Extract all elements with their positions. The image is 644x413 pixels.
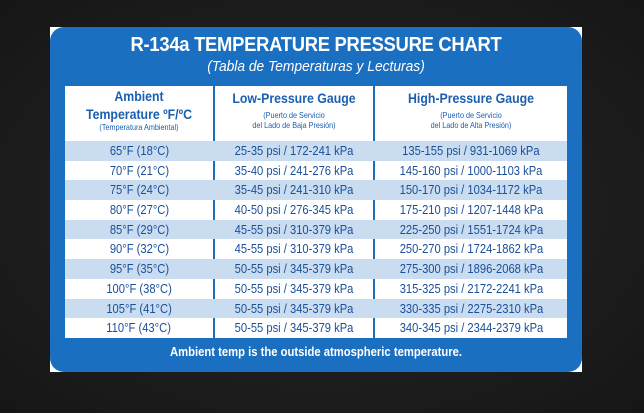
table-row — [65, 141, 567, 161]
header-low-line1: Low-Pressure Gauge — [232, 90, 356, 106]
cell-low-pressure — [215, 239, 373, 259]
table-row — [65, 259, 567, 279]
cell-low-pressure — [215, 180, 373, 200]
cell-ambient — [65, 200, 213, 220]
header-ambient-line3: (Temperatura Ambiental) — [99, 122, 179, 132]
cell-ambient — [65, 180, 213, 200]
cell-ambient-text: 75°F (24°C) — [109, 182, 169, 198]
cell-high-pressure — [375, 161, 567, 181]
cell-low-pressure — [215, 220, 373, 240]
cell-high-pressure — [375, 299, 567, 319]
cell-low-pressure — [215, 279, 373, 299]
table-row — [65, 200, 567, 220]
cell-low-pressure — [215, 299, 373, 319]
header-ambient-line1: Ambient — [114, 88, 164, 104]
table-row — [65, 279, 567, 299]
cell-low-pressure-text: 45-55 psi / 310-379 kPa — [234, 221, 354, 237]
cell-low-pressure-text: 50-55 psi / 345-379 kPa — [234, 280, 354, 296]
header-ambient-line2: Temperature ºF/ºC — [86, 106, 192, 122]
header-low-pressure — [215, 86, 373, 141]
cell-low-pressure-text: 35-40 psi / 241-276 kPa — [234, 162, 354, 178]
cell-high-pressure — [375, 239, 567, 259]
cell-ambient-text: 65°F (18°C) — [109, 143, 169, 158]
cell-ambient-text: 90°F (32°C) — [109, 241, 169, 257]
cell-high-pressure — [375, 279, 567, 299]
cell-ambient-text: 105°F (41°C) — [106, 300, 172, 316]
cell-low-pressure — [215, 200, 373, 220]
pressure-chart-card — [50, 27, 582, 372]
chart-footer-note: Ambient temp is the outside atmospheric temperature. — [170, 345, 462, 359]
cell-high-pressure — [375, 259, 567, 279]
table-row — [65, 220, 567, 240]
chart-title: R-134a TEMPERATURE PRESSURE CHART — [130, 34, 502, 56]
cell-ambient-text: 110°F (43°C) — [106, 320, 172, 336]
cell-high-pressure-text: 175-210 psi / 1207-1448 kPa — [399, 202, 543, 218]
cell-ambient-text: 95°F (35°C) — [109, 261, 169, 277]
cell-high-pressure — [375, 141, 567, 161]
table-row — [65, 161, 567, 181]
cell-low-pressure — [215, 161, 373, 181]
cell-high-pressure-text: 315-325 psi / 2172-2241 kPa — [399, 280, 543, 296]
cell-low-pressure-text: 35-45 psi / 241-310 kPa — [234, 182, 354, 198]
cell-low-pressure — [215, 318, 373, 338]
cell-ambient — [65, 161, 213, 181]
table-row — [65, 299, 567, 319]
cell-ambient-text: 85°F (29°C) — [109, 221, 169, 237]
cell-high-pressure — [375, 180, 567, 200]
cell-low-pressure-text: 40-50 psi / 276-345 kPa — [234, 202, 354, 218]
cell-high-pressure — [375, 200, 567, 220]
cell-low-pressure-text: 50-55 psi / 345-379 kPa — [234, 300, 354, 316]
cell-low-pressure — [215, 141, 373, 161]
cell-high-pressure — [375, 318, 567, 338]
cell-ambient — [65, 259, 213, 279]
chart-subtitle: (Tabla de Temperaturas y Lecturas) — [207, 58, 425, 75]
cell-ambient — [65, 299, 213, 319]
cell-high-pressure-text: 225-250 psi / 1551-1724 kPa — [399, 221, 543, 237]
cell-high-pressure-text: 340-345 psi / 2344-2379 kPa — [399, 320, 543, 336]
cell-ambient-text: 100°F (38°C) — [106, 280, 172, 296]
header-low-line3: del Lado de Baja Presión) — [252, 120, 336, 130]
header-high-line2: (Puerto de Servicio — [440, 110, 502, 120]
cell-ambient — [65, 220, 213, 240]
chart-image — [50, 27, 582, 372]
header-high-line3: del Lado de Alta Presión) — [430, 120, 512, 130]
cell-low-pressure-text: 45-55 psi / 310-379 kPa — [234, 241, 354, 257]
cell-ambient — [65, 141, 213, 161]
header-high-line1: High-Pressure Gauge — [408, 90, 534, 106]
header-ambient — [65, 86, 213, 141]
cell-high-pressure-text: 250-270 psi / 1724-1862 kPa — [399, 241, 543, 257]
cell-high-pressure-text: 135-155 psi / 931-1069 kPa — [402, 143, 540, 158]
cell-high-pressure-text: 275-300 psi / 1896-2068 kPa — [399, 261, 543, 277]
cell-high-pressure — [375, 220, 567, 240]
header-high-pressure — [375, 86, 567, 141]
cell-low-pressure — [215, 259, 373, 279]
pressure-table — [63, 84, 569, 340]
cell-high-pressure-text: 150-170 psi / 1034-1172 kPa — [399, 182, 543, 198]
table-row — [65, 239, 567, 259]
cell-ambient — [65, 239, 213, 259]
cell-low-pressure-text: 50-55 psi / 345-379 kPa — [234, 261, 354, 277]
table-body — [65, 141, 567, 338]
cell-ambient — [65, 318, 213, 338]
cell-ambient — [65, 279, 213, 299]
cell-low-pressure-text: 50-55 psi / 345-379 kPa — [234, 320, 354, 336]
table-row — [65, 318, 567, 338]
cell-low-pressure-text: 25-35 psi / 172-241 kPa — [234, 143, 354, 158]
table-row — [65, 180, 567, 200]
cell-high-pressure-text: 330-335 psi / 2275-2310 kPa — [399, 300, 543, 316]
header-low-line2: (Puerto de Servicio — [263, 110, 325, 120]
cell-ambient-text: 70°F (21°C) — [109, 162, 169, 178]
cell-ambient-text: 80°F (27°C) — [109, 202, 169, 218]
cell-high-pressure-text: 145-160 psi / 1000-1103 kPa — [399, 162, 543, 178]
